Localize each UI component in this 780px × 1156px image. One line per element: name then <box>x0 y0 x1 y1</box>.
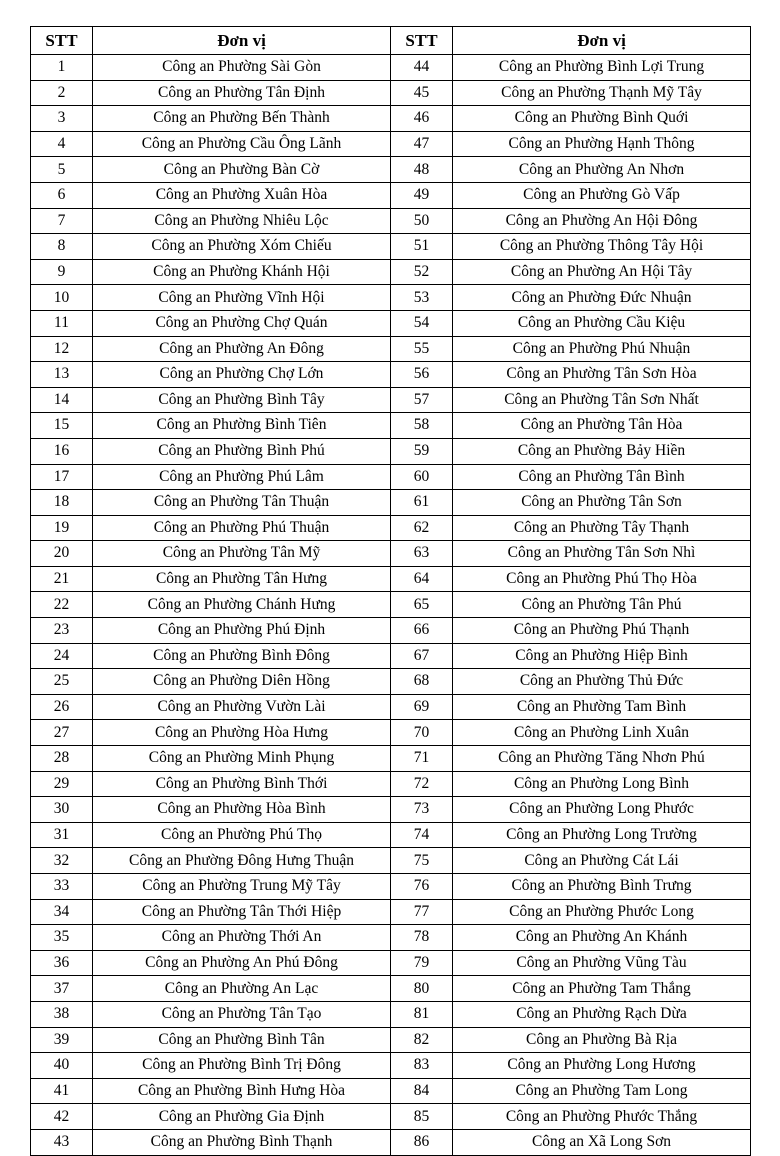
cell-unit-name: Công an Phường Phú Thọ Hòa <box>453 566 751 592</box>
cell-unit-name: Công an Phường Vĩnh Hội <box>93 285 391 311</box>
cell-stt: 83 <box>391 1053 453 1079</box>
cell-stt: 43 <box>31 1129 93 1155</box>
cell-unit-name: Công an Phường Tân Tạo <box>93 1001 391 1027</box>
cell-unit-name: Công an Phường Thới An <box>93 925 391 951</box>
cell-unit-name: Công an Phường Tân Mỹ <box>93 541 391 567</box>
cell-unit-name: Công an Phường Hiệp Bình <box>453 643 751 669</box>
cell-stt: 52 <box>391 259 453 285</box>
cell-stt: 80 <box>391 976 453 1002</box>
table-row <box>31 976 751 1002</box>
cell-stt: 77 <box>391 899 453 925</box>
cell-stt: 1 <box>31 55 93 81</box>
cell-unit-name: Công an Phường Thạnh Mỹ Tây <box>453 80 751 106</box>
cell-unit-name: Công an Phường Tân Sơn Nhất <box>453 387 751 413</box>
table-row <box>31 285 751 311</box>
cell-stt: 65 <box>391 592 453 618</box>
cell-stt: 78 <box>391 925 453 951</box>
cell-stt: 70 <box>391 720 453 746</box>
cell-unit-name: Công an Phường Vườn Lài <box>93 694 391 720</box>
cell-stt: 4 <box>31 131 93 157</box>
cell-stt: 22 <box>31 592 93 618</box>
cell-unit-name: Công an Phường Tăng Nhơn Phú <box>453 746 751 772</box>
cell-unit-name: Công an Phường Tân Thới Hiệp <box>93 899 391 925</box>
cell-unit-name: Công an Phường Tây Thạnh <box>453 515 751 541</box>
cell-unit-name: Công an Phường Khánh Hội <box>93 259 391 285</box>
cell-unit-name: Công an Phường Gia Định <box>93 1104 391 1130</box>
cell-stt: 46 <box>391 106 453 132</box>
cell-stt: 58 <box>391 413 453 439</box>
cell-stt: 29 <box>31 771 93 797</box>
cell-stt: 15 <box>31 413 93 439</box>
cell-unit-name: Công an Phường An Khánh <box>453 925 751 951</box>
cell-unit-name: Công an Phường Tân Thuận <box>93 490 391 516</box>
table-row <box>31 643 751 669</box>
cell-unit-name: Công an Phường Bình Tân <box>93 1027 391 1053</box>
cell-unit-name: Công an Phường Cầu Kiệu <box>453 310 751 336</box>
table-row <box>31 1129 751 1155</box>
cell-stt: 59 <box>391 438 453 464</box>
cell-unit-name: Công an Phường Bến Thành <box>93 106 391 132</box>
cell-stt: 30 <box>31 797 93 823</box>
cell-stt: 17 <box>31 464 93 490</box>
cell-stt: 9 <box>31 259 93 285</box>
cell-unit-name: Công an Phường Tân Sơn Hòa <box>453 362 751 388</box>
table-row <box>31 131 751 157</box>
cell-unit-name: Công an Phường Bà Rịa <box>453 1027 751 1053</box>
cell-unit-name: Công an Phường Thông Tây Hội <box>453 234 751 260</box>
cell-unit-name: Công an Phường Long Phước <box>453 797 751 823</box>
cell-stt: 41 <box>31 1078 93 1104</box>
table-body <box>31 55 751 1156</box>
table-header <box>31 27 751 55</box>
cell-unit-name: Công an Phường Phú Nhuận <box>453 336 751 362</box>
cell-stt: 74 <box>391 822 453 848</box>
cell-unit-name: Công an Phường Phước Long <box>453 899 751 925</box>
table-row <box>31 1053 751 1079</box>
cell-unit-name: Công an Phường Phú Thọ <box>93 822 391 848</box>
table-row <box>31 566 751 592</box>
cell-stt: 86 <box>391 1129 453 1155</box>
police-units-table <box>30 26 751 1156</box>
cell-unit-name: Công an Phường Long Hương <box>453 1053 751 1079</box>
cell-unit-name: Công an Phường An Phú Đông <box>93 950 391 976</box>
table-row <box>31 899 751 925</box>
table-row <box>31 1027 751 1053</box>
table-row <box>31 797 751 823</box>
cell-stt: 69 <box>391 694 453 720</box>
cell-stt: 82 <box>391 1027 453 1053</box>
table-row <box>31 771 751 797</box>
table-header-row <box>31 27 751 55</box>
cell-unit-name: Công an Phường Tân Sơn Nhì <box>453 541 751 567</box>
cell-unit-name: Công an Phường Bình Trưng <box>453 874 751 900</box>
cell-stt: 50 <box>391 208 453 234</box>
table-row <box>31 157 751 183</box>
table-row <box>31 720 751 746</box>
cell-stt: 53 <box>391 285 453 311</box>
cell-unit-name: Công an Phường Tân Phú <box>453 592 751 618</box>
cell-stt: 72 <box>391 771 453 797</box>
cell-stt: 42 <box>31 1104 93 1130</box>
cell-unit-name: Công an Phường Xóm Chiếu <box>93 234 391 260</box>
table-row <box>31 515 751 541</box>
table-row <box>31 1001 751 1027</box>
cell-stt: 57 <box>391 387 453 413</box>
table-row <box>31 259 751 285</box>
table-row <box>31 80 751 106</box>
cell-stt: 6 <box>31 182 93 208</box>
cell-stt: 31 <box>31 822 93 848</box>
cell-unit-name: Công an Phường Bình Tây <box>93 387 391 413</box>
cell-stt: 7 <box>31 208 93 234</box>
cell-stt: 5 <box>31 157 93 183</box>
cell-unit-name: Công an Phường Bình Quới <box>453 106 751 132</box>
cell-unit-name: Công an Phường An Đông <box>93 336 391 362</box>
cell-stt: 76 <box>391 874 453 900</box>
table-row <box>31 387 751 413</box>
cell-unit-name: Công an Xã Long Sơn <box>453 1129 751 1155</box>
cell-unit-name: Công an Phường Diên Hồng <box>93 669 391 695</box>
cell-unit-name: Công an Phường Bình Hưng Hòa <box>93 1078 391 1104</box>
cell-unit-name: Công an Phường Xuân Hòa <box>93 182 391 208</box>
cell-stt: 36 <box>31 950 93 976</box>
cell-stt: 61 <box>391 490 453 516</box>
cell-unit-name: Công an Phường Phước Thắng <box>453 1104 751 1130</box>
cell-stt: 66 <box>391 618 453 644</box>
cell-unit-name: Công an Phường An Hội Tây <box>453 259 751 285</box>
cell-unit-name: Công an Phường Bình Đông <box>93 643 391 669</box>
cell-stt: 68 <box>391 669 453 695</box>
cell-unit-name: Công an Phường Chánh Hưng <box>93 592 391 618</box>
cell-stt: 40 <box>31 1053 93 1079</box>
column-header-stt-right: STT <box>391 27 453 55</box>
cell-unit-name: Công an Phường Minh Phụng <box>93 746 391 772</box>
table-row <box>31 669 751 695</box>
cell-stt: 26 <box>31 694 93 720</box>
cell-stt: 11 <box>31 310 93 336</box>
table-row <box>31 822 751 848</box>
table-row <box>31 182 751 208</box>
cell-stt: 8 <box>31 234 93 260</box>
cell-stt: 27 <box>31 720 93 746</box>
cell-stt: 16 <box>31 438 93 464</box>
table-row <box>31 1078 751 1104</box>
table-row <box>31 848 751 874</box>
cell-stt: 45 <box>391 80 453 106</box>
cell-stt: 67 <box>391 643 453 669</box>
cell-stt: 84 <box>391 1078 453 1104</box>
cell-unit-name: Công an Phường Hòa Hưng <box>93 720 391 746</box>
cell-stt: 48 <box>391 157 453 183</box>
cell-stt: 13 <box>31 362 93 388</box>
cell-unit-name: Công an Phường Vũng Tàu <box>453 950 751 976</box>
cell-unit-name: Công an Phường Long Trường <box>453 822 751 848</box>
cell-stt: 49 <box>391 182 453 208</box>
cell-stt: 32 <box>31 848 93 874</box>
cell-stt: 60 <box>391 464 453 490</box>
table-row <box>31 234 751 260</box>
cell-unit-name: Công an Phường Tam Bình <box>453 694 751 720</box>
cell-stt: 12 <box>31 336 93 362</box>
cell-stt: 25 <box>31 669 93 695</box>
cell-unit-name: Công an Phường Bình Tiên <box>93 413 391 439</box>
cell-unit-name: Công an Phường Tân Bình <box>453 464 751 490</box>
cell-unit-name: Công an Phường An Lạc <box>93 976 391 1002</box>
cell-stt: 19 <box>31 515 93 541</box>
cell-unit-name: Công an Phường An Nhơn <box>453 157 751 183</box>
cell-unit-name: Công an Phường Bình Thới <box>93 771 391 797</box>
cell-stt: 85 <box>391 1104 453 1130</box>
cell-unit-name: Công an Phường Phú Lâm <box>93 464 391 490</box>
cell-stt: 14 <box>31 387 93 413</box>
cell-stt: 21 <box>31 566 93 592</box>
cell-stt: 23 <box>31 618 93 644</box>
table-row <box>31 362 751 388</box>
column-header-unit-left: Đơn vị <box>93 27 391 55</box>
cell-unit-name: Công an Phường Đông Hưng Thuận <box>93 848 391 874</box>
cell-unit-name: Công an Phường Trung Mỹ Tây <box>93 874 391 900</box>
cell-unit-name: Công an Phường Long Bình <box>453 771 751 797</box>
cell-unit-name: Công an Phường Bình Trị Đông <box>93 1053 391 1079</box>
table-row <box>31 438 751 464</box>
cell-stt: 56 <box>391 362 453 388</box>
cell-unit-name: Công an Phường Thủ Đức <box>453 669 751 695</box>
cell-stt: 39 <box>31 1027 93 1053</box>
table-row <box>31 1104 751 1130</box>
cell-unit-name: Công an Phường Tân Sơn <box>453 490 751 516</box>
table-row <box>31 746 751 772</box>
cell-stt: 18 <box>31 490 93 516</box>
cell-stt: 24 <box>31 643 93 669</box>
cell-stt: 71 <box>391 746 453 772</box>
table-row <box>31 413 751 439</box>
column-header-stt-left: STT <box>31 27 93 55</box>
cell-unit-name: Công an Phường Hạnh Thông <box>453 131 751 157</box>
table-row <box>31 925 751 951</box>
cell-stt: 54 <box>391 310 453 336</box>
cell-unit-name: Công an Phường Gò Vấp <box>453 182 751 208</box>
cell-unit-name: Công an Phường Phú Định <box>93 618 391 644</box>
cell-stt: 38 <box>31 1001 93 1027</box>
cell-stt: 81 <box>391 1001 453 1027</box>
cell-unit-name: Công an Phường Chợ Quán <box>93 310 391 336</box>
cell-unit-name: Công an Phường Bảy Hiền <box>453 438 751 464</box>
table-row <box>31 874 751 900</box>
cell-unit-name: Công an Phường Nhiêu Lộc <box>93 208 391 234</box>
table-row <box>31 618 751 644</box>
cell-stt: 2 <box>31 80 93 106</box>
table-row <box>31 694 751 720</box>
cell-stt: 35 <box>31 925 93 951</box>
table-row <box>31 336 751 362</box>
cell-unit-name: Công an Phường Rạch Dừa <box>453 1001 751 1027</box>
cell-stt: 3 <box>31 106 93 132</box>
cell-unit-name: Công an Phường Đức Nhuận <box>453 285 751 311</box>
cell-stt: 79 <box>391 950 453 976</box>
cell-unit-name: Công an Phường Linh Xuân <box>453 720 751 746</box>
table-row <box>31 208 751 234</box>
cell-unit-name: Công an Phường Phú Thuận <box>93 515 391 541</box>
cell-stt: 34 <box>31 899 93 925</box>
cell-unit-name: Công an Phường Sài Gòn <box>93 55 391 81</box>
table-row <box>31 592 751 618</box>
cell-unit-name: Công an Phường Cát Lái <box>453 848 751 874</box>
table-row <box>31 310 751 336</box>
cell-unit-name: Công an Phường Bình Thạnh <box>93 1129 391 1155</box>
cell-stt: 63 <box>391 541 453 567</box>
cell-stt: 64 <box>391 566 453 592</box>
cell-stt: 55 <box>391 336 453 362</box>
cell-stt: 28 <box>31 746 93 772</box>
table-row <box>31 490 751 516</box>
cell-stt: 75 <box>391 848 453 874</box>
cell-unit-name: Công an Phường Tân Hưng <box>93 566 391 592</box>
cell-unit-name: Công an Phường Phú Thạnh <box>453 618 751 644</box>
cell-unit-name: Công an Phường An Hội Đông <box>453 208 751 234</box>
cell-unit-name: Công an Phường Bình Lợi Trung <box>453 55 751 81</box>
cell-unit-name: Công an Phường Tân Định <box>93 80 391 106</box>
cell-stt: 33 <box>31 874 93 900</box>
cell-unit-name: Công an Phường Hòa Bình <box>93 797 391 823</box>
cell-stt: 51 <box>391 234 453 260</box>
cell-unit-name: Công an Phường Bàn Cờ <box>93 157 391 183</box>
table-row <box>31 55 751 81</box>
cell-stt: 62 <box>391 515 453 541</box>
cell-stt: 44 <box>391 55 453 81</box>
cell-unit-name: Công an Phường Tam Thắng <box>453 976 751 1002</box>
cell-unit-name: Công an Phường Cầu Ông Lãnh <box>93 131 391 157</box>
cell-unit-name: Công an Phường Chợ Lớn <box>93 362 391 388</box>
cell-stt: 20 <box>31 541 93 567</box>
cell-stt: 37 <box>31 976 93 1002</box>
table-row <box>31 541 751 567</box>
table-row <box>31 464 751 490</box>
column-header-unit-right: Đơn vị <box>453 27 751 55</box>
cell-stt: 47 <box>391 131 453 157</box>
cell-stt: 10 <box>31 285 93 311</box>
cell-unit-name: Công an Phường Bình Phú <box>93 438 391 464</box>
cell-unit-name: Công an Phường Tân Hòa <box>453 413 751 439</box>
table-row <box>31 950 751 976</box>
table-row <box>31 106 751 132</box>
cell-unit-name: Công an Phường Tam Long <box>453 1078 751 1104</box>
cell-stt: 73 <box>391 797 453 823</box>
